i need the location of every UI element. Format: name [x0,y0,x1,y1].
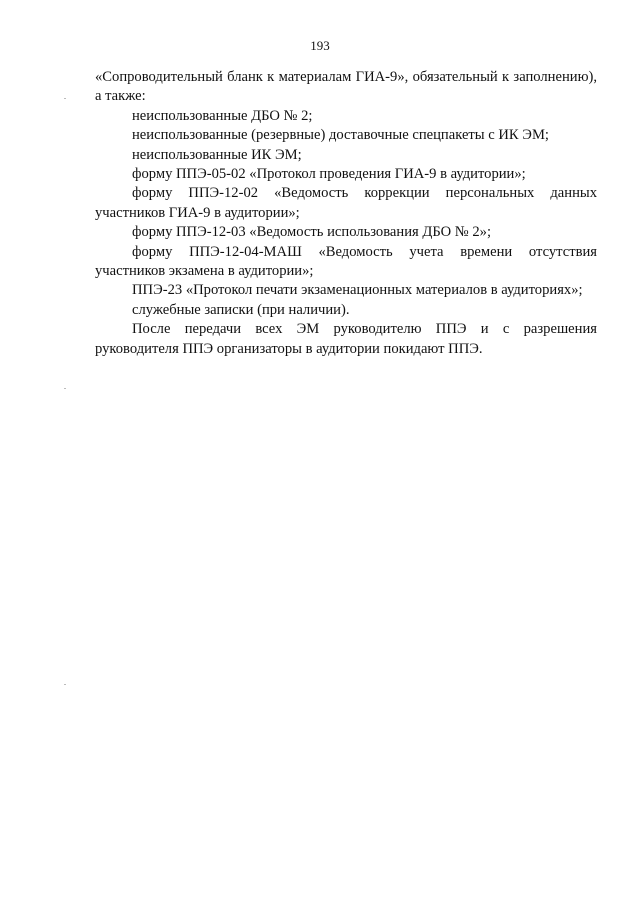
list-item-form-12-04-mash: форму ППЭ-12-04-МАШ «Ведомость учета времени отсутствия участников экзамена в аудитории»; [95,243,597,280]
list-item-form-12-03: форму ППЭ-12-03 «Ведомость использования ДБО № 2»; [132,224,492,241]
list-item-form-23: ППЭ-23 «Протокол печати экзаменационных материалов в аудиториях»; [132,282,583,299]
margin-mark [64,98,66,99]
paragraph-cover-form: «Сопроводительный бланк к материалам ГИА-9», обязательный к заполнению), а также: [95,69,597,105]
list-item-form-05-02: форму ППЭ-05-02 «Протокол проведения ГИА-9 в аудитории»; [132,166,526,183]
list-item-service-notes: служебные записки (при наличии). [132,301,350,318]
list-item-ik-em-unused: неиспользованные ИК ЭМ; [132,146,302,163]
list-item-form-12-02: форму ППЭ-12-02 «Ведомость коррекции персональных данных участников ГИА-9 в аудитории»; [95,185,597,221]
list-item-reserve-packages: неиспользованные (резервные) доставочные спецпакеты с ИК ЭМ; [132,127,549,144]
margin-mark [64,684,66,685]
list-item-dbo-unused: неиспользованные ДБО № 2; [132,107,313,124]
document-body [95,68,597,359]
margin-mark [64,388,66,389]
page-number: 193 [310,38,330,53]
paragraph-closing: После передачи всех ЭМ руководителю ППЭ и с разрешения руководителя ППЭ организаторы в аудитории покидают ППЭ. [95,321,597,357]
